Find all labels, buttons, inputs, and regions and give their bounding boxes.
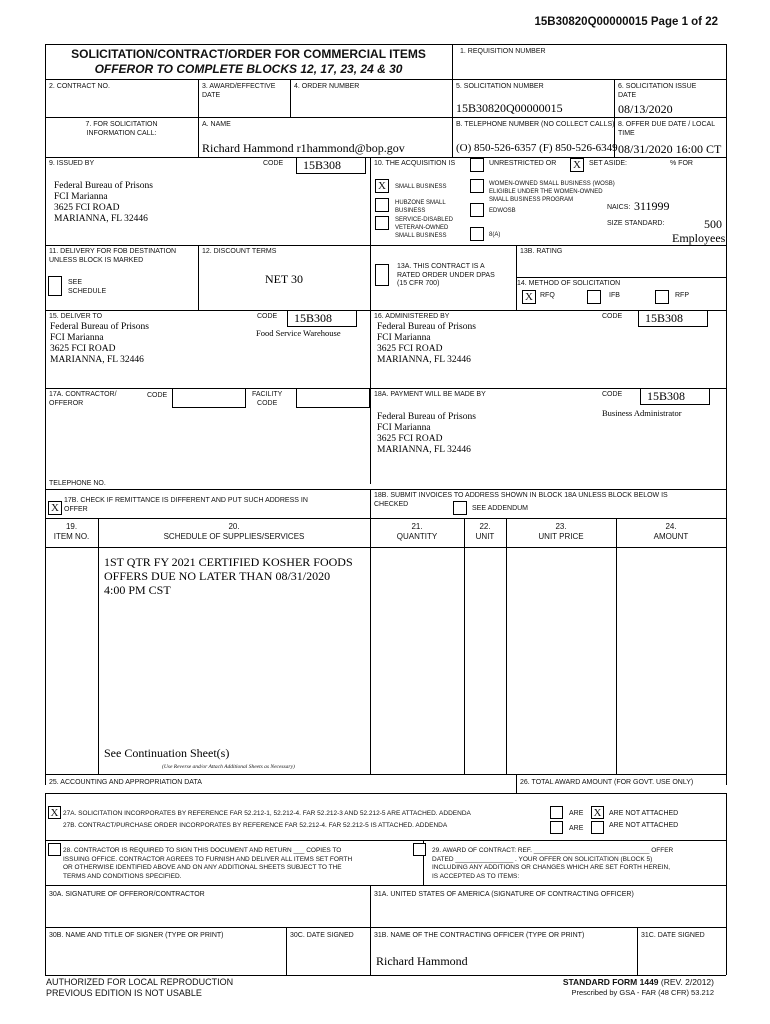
administered-code-label: CODE <box>602 313 623 320</box>
footer-form-number: STANDARD FORM 1449 <box>562 977 659 987</box>
27b-are-checkbox[interactable] <box>550 821 563 834</box>
ifb-label: IFB <box>609 292 620 299</box>
form-subtitle: OFFEROR TO COMPLETE BLOCKS 12, 17, 23, 24 & 30 <box>94 62 403 76</box>
us-signature-label: 31A. UNITED STATES OF AMERICA (SIGNATURE OF CONTRACTING OFFICER) <box>374 891 634 898</box>
officer-date-label: 31C. DATE SIGNED <box>641 932 705 939</box>
solicitation-number: 15B30820Q00000015 <box>456 101 563 115</box>
deliver-code-label: CODE <box>257 313 278 320</box>
divider <box>726 793 727 975</box>
27b-are-not-checkbox[interactable] <box>591 821 604 834</box>
issued-by-label: 9. ISSUED BY <box>49 160 95 167</box>
deliver-to-address: Federal Bureau of Prisons FCI Marianna 3625 FCI ROAD MARIANNA, FL 32446 <box>50 322 149 365</box>
naics-label: NAICS: <box>607 204 631 211</box>
27a-label: 27A. SOLICITATION INCORPORATES BY REFERENCE FAR 52.212-1, 52.212-4. FAR 52.212-3 AND 52.212-5 ARE ATTACHED. ADDENDA <box>63 810 471 817</box>
issued-by-code: 15B308 <box>296 157 366 174</box>
footer-form-id <box>563 977 714 987</box>
col-schedule: 20. SCHEDULE OF SUPPLIES/SERVICES <box>163 522 305 541</box>
contracting-officer-name: Richard Hammond <box>376 954 468 968</box>
remittance-label: 17B. CHECK IF REMITTANCE IS DIFFERENT AND PUT SUCH ADDRESS IN OFFER <box>64 497 308 513</box>
issue-date-label: 6. SOLICITATION ISSUE DATE <box>618 83 697 99</box>
divider <box>45 793 46 975</box>
telephone-label: B. TELEPHONE NUMBER (NO COLLECT CALLS) <box>456 121 615 128</box>
solicitation-info-label: 7. FOR SOLICITATION INFORMATION CALL: <box>85 121 158 137</box>
deliver-to-label: 15. DELIVER TO <box>49 313 103 320</box>
page-header: 15B30820Q00000015 Page 1 of 22 <box>534 16 718 28</box>
issued-by-address: Federal Bureau of Prisons FCI Marianna 3625 FCI ROAD MARIANNA, FL 32446 <box>54 181 153 224</box>
contact-name-email: Richard Hammond r1hammond@bop.gov <box>202 141 405 155</box>
divider <box>516 774 517 793</box>
divider <box>516 277 726 278</box>
telephone-number: (O) 850-526-6357 (F) 850-526-6349 <box>456 142 618 154</box>
order-number-label: 4. ORDER NUMBER <box>294 83 360 90</box>
small-business-checkbox[interactable]: X <box>375 179 389 193</box>
accounting-label: 25. ACCOUNTING AND APPROPRIATION DATA <box>49 779 202 786</box>
divider <box>45 840 726 841</box>
total-award-label: 26. TOTAL AWARD AMOUNT (FOR GOVT. USE ONLY) <box>520 779 694 786</box>
frame-left <box>45 44 46 785</box>
small-business-label: SMALL BUSINESS <box>395 184 447 190</box>
facility-code-field[interactable] <box>296 388 370 408</box>
contractor-code-label: CODE <box>147 392 168 399</box>
name-label: A. NAME <box>202 121 231 128</box>
27a-are-label: ARE <box>569 810 584 817</box>
27b-are-label: ARE <box>569 825 584 832</box>
divider <box>45 793 726 794</box>
divider <box>45 79 726 80</box>
code-label: CODE <box>263 160 284 167</box>
administered-by-address: Federal Bureau of Prisons FCI Marianna 3625 FCI ROAD MARIANNA, FL 32446 <box>377 322 476 365</box>
27a-are-checkbox[interactable] <box>550 806 563 819</box>
offer-due-date: 08/31/2020 16:00 CT <box>618 142 722 156</box>
invoice-label: 18B. SUBMIT INVOICES TO ADDRESS SHOWN IN BLOCK 18A UNLESS BLOCK BELOW IS CHECKED <box>374 492 668 508</box>
29-checkbox[interactable] <box>413 843 426 856</box>
deliver-to-code: 15B308 <box>287 310 357 327</box>
divider <box>45 547 726 548</box>
unrestricted-label: UNRESTRICTED OR <box>489 160 557 167</box>
27b-are-not-label: ARE NOT ATTACHED <box>609 822 679 829</box>
divider <box>286 927 287 975</box>
contractor-label: 17A. CONTRACTOR/ OFFEROR <box>49 391 117 407</box>
divider <box>198 79 199 157</box>
administered-by-code: 15B308 <box>638 310 708 327</box>
size-standard-value: 500 Employees <box>672 217 726 245</box>
payment-code-label: CODE <box>602 391 623 398</box>
dpas-checkbox[interactable] <box>375 264 389 286</box>
naics-value: 311999 <box>634 199 670 213</box>
rfq-checkbox[interactable]: X <box>522 290 536 304</box>
award-date-label: 3. AWARD/EFFECTIVE DATE <box>202 83 276 99</box>
rfq-label: RFQ <box>540 292 555 299</box>
payment-department: Business Administrator <box>602 408 682 418</box>
requisition-number-label: 1. REQUISITION NUMBER <box>460 48 546 55</box>
payment-code: 15B308 <box>640 388 710 405</box>
rating-label: 13B. RATING <box>520 248 563 255</box>
col-unit: 22. UNIT <box>475 522 495 541</box>
issue-date: 08/13/2020 <box>618 102 673 116</box>
set-aside-checkbox[interactable]: X <box>570 158 584 172</box>
deliver-to-department: Food Service Warehouse <box>256 328 341 338</box>
schedule-description: 1ST QTR FY 2021 CERTIFIED KOSHER FOODS OFFERS DUE NO LATER THAN 08/31/2020 4:00 PM CST <box>104 555 353 597</box>
divider <box>45 489 726 490</box>
solicitation-number-label: 5. SOLICITATION NUMBER <box>456 83 544 90</box>
contracting-officer-label: 31B. NAME OF THE CONTRACTING OFFICER (TYPE OR PRINT) <box>374 932 585 939</box>
payment-by-label: 18A. PAYMENT WILL BE MADE BY <box>374 391 486 398</box>
27a-are-not-label: ARE NOT ATTACHED <box>609 810 679 817</box>
sdvosb-checkbox[interactable] <box>375 216 389 230</box>
divider <box>290 79 291 117</box>
edwosb-checkbox[interactable] <box>470 203 484 217</box>
col-unit-price: 23. UNIT PRICE <box>538 522 584 541</box>
administered-by-label: 16. ADMINISTERED BY <box>374 313 450 320</box>
28-label: 28. CONTRACTOR IS REQUIRED TO SIGN THIS DOCUMENT AND RETURN ___ COPIES TO ISSUING OFFICE. CONTRACTOR AGREES TO FURNISH AND DELIVER ALL ITEMS SET FORTH OR OTHERWISE IDENTIFIED ABOVE AND ON ANY ADDITIONAL SHEETS SUBJECT TO THE TERMS AND CONDITIONS SPECIFIED. <box>63 847 353 880</box>
divider <box>452 44 453 157</box>
acquisition-label: 10. THE ACQUISITION IS <box>374 160 456 167</box>
telephone-no-label: TELEPHONE NO. <box>49 480 106 487</box>
discount-terms: NET 30 <box>264 272 304 286</box>
method-label: 14. METHOD OF SOLICITATION <box>517 280 621 287</box>
8a-label: 8(A) <box>489 232 501 238</box>
27a-checkbox[interactable]: X <box>48 806 61 819</box>
discount-terms-label: 12. DISCOUNT TERMS <box>202 248 277 255</box>
29-label: 29. AWARD OF CONTRACT: REF. ________________________________ OFFER DATED ________________ . YOUR OFFER ON SOLICITATION (BLOCK 5) INCLUDING ANY ADDITIONS OR CHANGES WHICH ARE SET FORTH HEREIN, IS ACCEPTED AS TO ITEMS: <box>432 847 674 880</box>
frame-right <box>726 44 727 785</box>
offeror-signature-label: 30A. SIGNATURE OF OFFEROR/CONTRACTOR <box>49 891 205 898</box>
contractor-code-field[interactable] <box>172 388 246 408</box>
see-addendum-label: SEE ADDENDUM <box>472 505 529 512</box>
rfp-checkbox[interactable] <box>655 290 669 304</box>
divider <box>45 310 726 311</box>
hubzone-label: HUBZONE SMALL BUSINESS <box>395 200 446 214</box>
percent-for-label: % FOR <box>670 160 693 167</box>
28-checkbox[interactable] <box>48 843 61 856</box>
divider <box>45 157 726 158</box>
offeror-signature-field[interactable] <box>46 899 370 927</box>
contract-no-label: 2. CONTRACT NO. <box>49 83 110 90</box>
divider <box>637 927 638 975</box>
unrestricted-checkbox[interactable] <box>470 158 484 172</box>
col-amount: 24. AMOUNT <box>653 522 689 541</box>
divider <box>370 245 726 246</box>
divider <box>464 518 465 774</box>
dpas-label: 13A. THIS CONTRACT IS A RATED ORDER UNDER DPAS (15 CFR 700) <box>397 263 495 287</box>
payment-address: Federal Bureau of Prisons FCI Marianna 3625 FCI ROAD MARIANNA, FL 32446 <box>377 412 476 455</box>
facility-code-label: FACILITY CODE <box>252 391 283 407</box>
8a-checkbox[interactable] <box>470 227 484 241</box>
wosb-label: WOMEN-OWNED SMALL BUSINESS (WOSB) ELIGIBLE UNDER THE WOMEN-OWNED SMALL BUSINESS PROGRAM <box>489 181 615 203</box>
divider <box>45 245 370 246</box>
divider <box>45 518 726 519</box>
wosb-checkbox[interactable] <box>470 179 484 193</box>
continuation-sheet-note: See Continuation Sheet(s) <box>104 746 230 760</box>
col-item-no: 19. ITEM NO. <box>53 522 90 541</box>
footer-form-rev: (REV. 2/2012) <box>660 977 714 987</box>
sdvosb-label: SERVICE-DISABLED VETERAN-OWNED SMALL BUSINESS <box>395 217 453 239</box>
form-title: SOLICITATION/CONTRACT/ORDER FOR COMMERCIAL ITEMS <box>71 47 426 61</box>
divider <box>45 388 726 389</box>
see-schedule-checkbox[interactable] <box>48 276 62 296</box>
offeror-date-label: 30C. DATE SIGNED <box>290 932 354 939</box>
rfp-label: RFP <box>675 292 689 299</box>
divider <box>45 774 726 775</box>
divider <box>45 975 726 976</box>
reverse-note: (Use Reverse and/or Attach Additional Sheets as Necessary) <box>162 764 295 770</box>
footer-reproduction-note: AUTHORIZED FOR LOCAL REPRODUCTION PREVIOUS EDITION IS NOT USABLE <box>46 977 234 998</box>
divider <box>45 117 726 118</box>
divider <box>370 885 371 975</box>
col-quantity: 21. QUANTITY <box>396 522 438 541</box>
frame-top <box>45 44 726 45</box>
remittance-checkbox[interactable]: X <box>48 501 62 515</box>
hubzone-checkbox[interactable] <box>375 198 389 212</box>
ifb-checkbox[interactable] <box>587 290 601 304</box>
see-schedule-label: SEE SCHEDULE <box>68 279 107 295</box>
divider <box>45 885 726 886</box>
size-standard-label: SIZE STANDARD: <box>607 220 665 227</box>
27b-label: 27B. CONTRACT/PURCHASE ORDER INCORPORATES BY REFERENCE FAR 52.212-4. FAR 52.212-5 IS ATTACHED. ADDENDA <box>63 822 448 829</box>
27a-are-not-checkbox[interactable]: X <box>591 806 604 819</box>
fob-delivery-label: 11. DELIVERY FOR FOB DESTINATION UNLESS BLOCK IS MARKED <box>49 248 177 264</box>
divider <box>45 927 726 928</box>
divider <box>506 518 507 774</box>
see-addendum-checkbox[interactable] <box>453 501 467 515</box>
offer-due-label: 8. OFFER DUE DATE / LOCAL TIME <box>618 121 716 137</box>
divider <box>98 518 99 774</box>
set-aside-label: SET ASIDE: <box>589 160 627 167</box>
signer-name-label: 30B. NAME AND TITLE OF SIGNER (TYPE OR PRINT) <box>49 932 224 939</box>
divider <box>370 157 371 484</box>
footer-prescribed: Prescribed by GSA - FAR (48 CFR) 53.212 <box>571 988 714 997</box>
edwosb-label: EDWOSB <box>489 208 516 214</box>
divider <box>616 518 617 774</box>
